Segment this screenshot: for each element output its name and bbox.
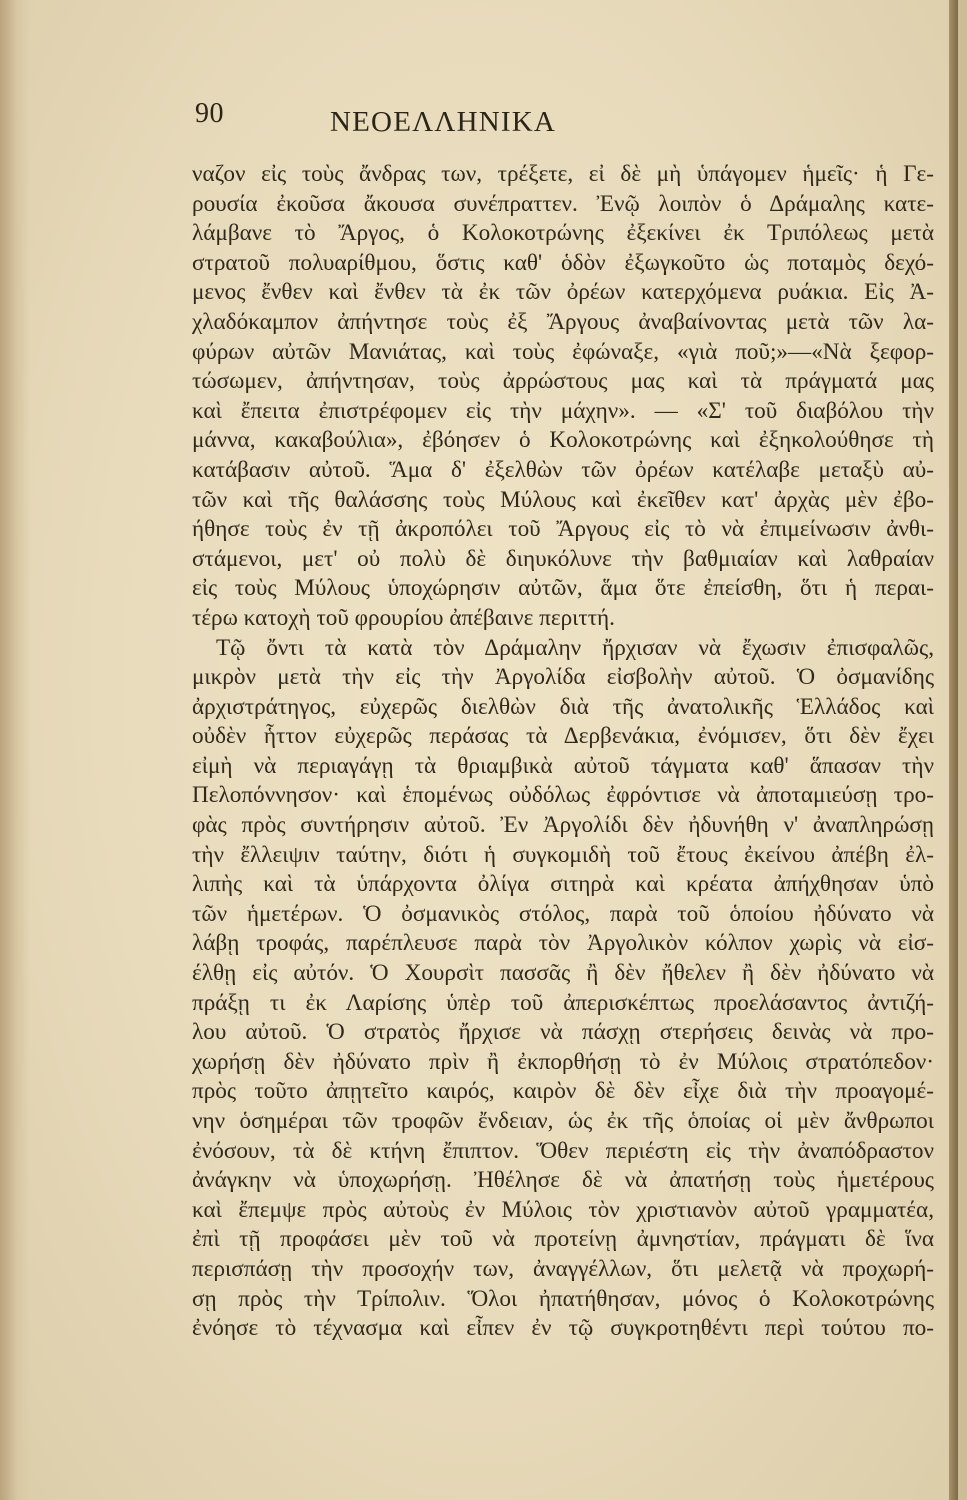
page-number: 90	[195, 98, 224, 129]
text-line: λιπὴς καὶ τὰ ὑπάρχοντα ὀλίγα σιτηρὰ καὶ κρέατα ἀπήχθησαν ὑπὸ	[192, 871, 934, 898]
text-line: λάβῃ τροφάς, παρέπλευσε παρὰ τὸν Ἀργολικὸν κόλπον χωρὶς νὰ εἰσ-	[192, 930, 934, 957]
text-line: ἀρχιστράτηγος, εὐχερῶς διελθὼν διὰ τῆς ἀνατολικῆς Ἑλλάδος καὶ	[192, 693, 934, 720]
text-line: πρὸς τοῦτο ἀπῃτεῖτο καιρός, καιρὸν δὲ δὲν εἶχε διὰ τὴν προαγομέ-	[192, 1078, 934, 1105]
text-line: χλαδόκαμπον ἀπήντησε τοὺς ἐξ Ἄργους ἀναβαίνοντας μετὰ τῶν λα-	[192, 308, 934, 335]
page-edge	[949, 0, 958, 1500]
text-line: μάννα, κακαβούλια», ἐβόησεν ὁ Κολοκοτρώνης καὶ ἐξηκολούθησε τὴ	[192, 427, 934, 454]
running-title: ΝΕΟΕΛΛΗΝΙΚΑ	[330, 106, 556, 138]
text-line: ἀνάγκην νὰ ὑποχωρήσῃ. Ἠθέλησε δὲ νὰ ἀπατήσῃ τοὺς ἡμετέρους	[192, 1167, 934, 1194]
text-line: καὶ ἔπειτα ἐπιστρέφομεν εἰς τὴν μάχην». — «Σ' τοῦ διαβόλου τὴν	[192, 397, 934, 424]
text-line: σῃ πρὸς τὴν Τρίπολιν. Ὅλοι ἠπατήθησαν, μόνος ὁ Κολοκοτρώνης	[192, 1285, 934, 1312]
text-line: τώσωμεν, ἀπήντησαν, τοὺς ἀρρώστους μας καὶ τὰ πράγματά μας	[192, 368, 934, 395]
text-line: μενος ἔνθεν καὶ ἔνθεν τὰ ἐκ τῶν ὀρέων κατερχόμενα ρυάκια. Εἰς Ἀ-	[192, 279, 934, 306]
text-line: τὴν ἔλλειψιν ταύτην, διότι ἡ συγκομιδὴ τοῦ ἔτους ἐκείνου ἀπέβη ἐλ-	[192, 841, 934, 868]
text-line: ἐνόσουν, τὰ δὲ κτήνη ἔπιπτον. Ὅθεν περιέστη εἰς τὴν ἀναπόδραστον	[192, 1137, 934, 1164]
text-line: μικρὸν μετὰ τὴν εἰς τὴν Ἀργολίδα εἰσβολὴν αὐτοῦ. Ὁ ὀσμανίδης	[192, 664, 934, 691]
text-line: ἐνόησε τὸ τέχνασμα καὶ εἶπεν ἐν τῷ συγκροτηθέντι περὶ τούτου πο-	[192, 1315, 934, 1342]
text-line: λάμβανε τὸ Ἄργος, ὁ Κολοκοτρώνης ἐξεκίνει ἐκ Τριπόλεως μετὰ	[192, 220, 934, 247]
text-line: φὰς πρὸς συντήρησιν αὐτοῦ. Ἐν Ἀργολίδι δὲν ἠδυνήθη ν' ἀναπληρώσῃ	[192, 812, 934, 839]
paragraph-start-line: Τῷ ὄντι τὰ κατὰ τὸν Δράμαλην ἤρχισαν νὰ ἔχωσιν ἐπισφαλῶς,	[216, 634, 934, 661]
text-line: τῶν καὶ τῆς θαλάσσης τοὺς Μύλους καὶ ἐκεῖθεν κατ' ἀρχὰς μὲν ἐβο-	[192, 486, 934, 513]
text-line: οὐδὲν ἧττον εὐχερῶς περάσας τὰ Δερβενάκια, ἐνόμισεν, ὅτι δὲν ἔχει	[192, 723, 934, 750]
text-line: λου αὐτοῦ. Ὁ στρατὸς ἤρχισε νὰ πάσχῃ στερήσεις δεινὰς νὰ προ-	[192, 1019, 934, 1046]
text-line: ἐπὶ τῇ προφάσει μὲν τοῦ νὰ προτείνῃ ἀμνηστίαν, πράγματι δὲ ἵνα	[192, 1226, 934, 1253]
text-line: νην ὁσημέραι τῶν τροφῶν ἔνδειαν, ὡς ἐκ τῆς ὁποίας οἱ μὲν ἄνθρωποι	[192, 1108, 934, 1134]
page-binding-shadow	[0, 0, 30, 1500]
text-line: περισπάσῃ τὴν προσοχήν των, ἀναγγέλλων, ὅτι μελετᾷ νὰ προχωρή-	[192, 1255, 934, 1282]
text-line: εἰς τοὺς Μύλους ὑποχώρησιν αὐτῶν, ἅμα ὅτε ἐπείσθη, ὅτι ἡ περαι-	[192, 575, 934, 602]
text-line: ρουσία ἐκοῦσα ἄκουσα συνέπραττεν. Ἐνῷ λοιπὸν ὁ Δράμαλης κατε-	[192, 190, 934, 217]
text-line: κατάβασιν αὐτοῦ. Ἅμα δ' ἐξελθὼν τῶν ὀρέων κατέλαβε μεταξὺ αὐ-	[192, 456, 934, 483]
text-line: φύρων αὐτῶν Μανιάτας, καὶ τοὺς ἐφώναξε, «γιὰ ποῦ;»—«Νὰ ξεφορ-	[192, 338, 934, 365]
text-line: έλθῃ εἰς αὐτόν. Ὁ Χουρσὶτ πασσᾶς ἢ δὲν ἤθελεν ἢ δὲν ἠδύνατο νὰ	[192, 960, 934, 987]
text-line: χωρήσῃ δὲν ἠδύνατο πρὶν ἢ ἐκπορθήσῃ τὸ ἐν Μύλοις στρατόπεδον·	[192, 1048, 934, 1075]
text-line: ναζον εἰς τοὺς ἄνδρας των, τρέξετε, εἰ δὲ μὴ ὑπάγομεν ἡμεῖς· ἡ Γε-	[192, 161, 934, 187]
text-line: Πελοπόννησον· καὶ ἑπομένως οὐδόλως ἐφρόντισε νὰ ἀποταμιεύσῃ τρο-	[192, 782, 934, 809]
text-line: ήθησε τοὺς ἐν τῇ ἀκροπόλει τοῦ Ἄργους εἰς τὸ νὰ ἐπιμείνωσιν ἀνθι-	[192, 516, 934, 543]
text-line: τέρω κατοχὴ τοῦ φρουρίου ἀπέβαινε περιττή.	[192, 604, 615, 631]
text-line: εἰμὴ νὰ περιαγάγῃ τὰ θριαμβικὰ αὐτοῦ τάγματα καθ' ἅπασαν τὴν	[192, 752, 934, 779]
text-line: πράξῃ τι ἐκ Λαρίσης ὑπὲρ τοῦ ἀπερισκέπτως προελάσαντος ἀντιζή-	[192, 989, 934, 1016]
text-line: καὶ ἔπεμψε πρὸς αὐτοὺς ἐν Μύλοις τὸν χριστιανὸν αὐτοῦ γραμματέα,	[192, 1196, 934, 1223]
body-text	[192, 160, 934, 1344]
text-line: τῶν ἡμετέρων. Ὁ ὀσμανικὸς στόλος, παρὰ τοῦ ὁποίου ἠδύνατο νὰ	[192, 900, 934, 927]
text-line: στρατοῦ πολυαρίθμου, ὅστις καθ' ὁδὸν ἐξωγκοῦτο ὡς ποταμὸς δεχό-	[192, 249, 934, 276]
text-line: στάμενοι, μετ' οὐ πολὺ δὲ διηυκόλυνε τὴν βαθμιαίαν καὶ λαθραίαν	[192, 545, 934, 572]
